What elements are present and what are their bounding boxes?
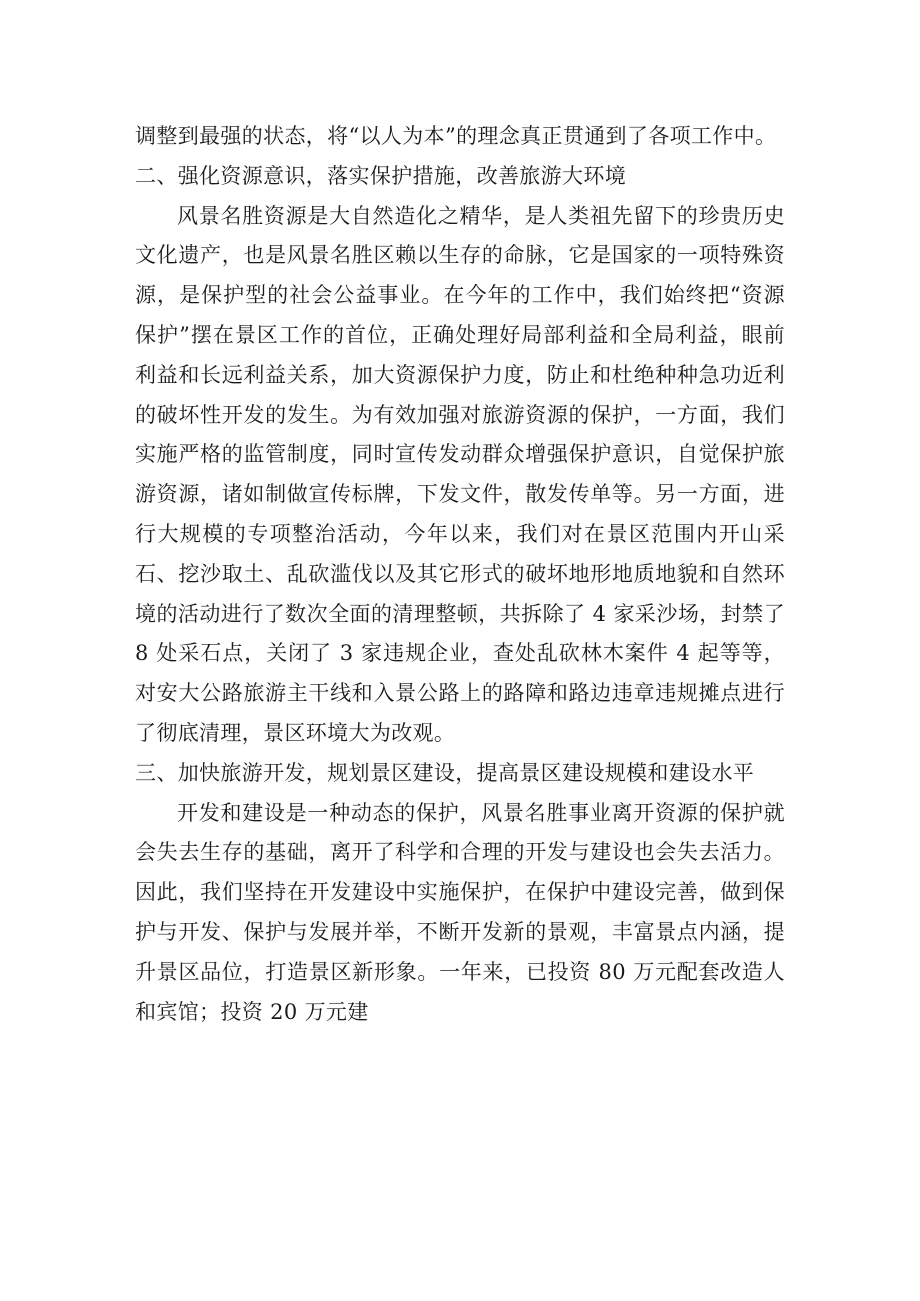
paragraph-continuation: 调整到最强的状态，将“以人为本”的理念真正贯通到了各项工作中。 bbox=[135, 124, 777, 148]
document-body bbox=[135, 117, 785, 1032]
paragraph-resource-protection: 风景名胜资源是大自然造化之精华，是人类祖先留下的珍贵历史文化遗产，也是风景名胜区赖以生存的命脉，它是国家的一项特殊资源，是保护型的社会公益事业。在今年的工作中，我们始终把“资源保护”摆在景区工作的首位，正确处理好局部利益和全局利益，眼前利益和长远利益关系，加大资源保护力度，防止和杜绝种种急功近利的破坏性开发的发生。为有效加强对旅游资源的保护，一方面，我们实施严格的监管制度，同时宣传发动群众增强保护意识，自觉保护旅游资源，诸如制做宣传标牌，下发文件，散发传单等。另一方面，进行大规模的专项整治活动，今年以来，我们对在景区范围内开山采石、挖沙取土、乱砍滥伐以及其它形式的破坏地形地质地貌和自然环境的活动进行了数次全面的清理整顿，共拆除了 4 家采沙场，封禁了 8 处采石点，关闭了 3 家违规企业，查处乱砍林木案件 4 起等等，对安大公路旅游主干线和入景公路上的路障和路边违章违规摊点进行了彻底清理，景区环境大为改观。 bbox=[135, 203, 785, 745]
section-heading-3: 三、加快旅游开发，规划景区建设，提高景区建设规模和建设水平 bbox=[135, 760, 755, 785]
paragraph-development: 开发和建设是一种动态的保护，风景名胜事业离开资源的保护就会失去生存的基础，离开了科学和合理的开发与建设也会失去活力。因此，我们坚持在开发建设中实施保护，在保护中建设完善，做到保护与开发、保护与发展并举，不断开发新的景观，丰富景点内涵，提升景区品位，打造景区新形象。一年来，已投资 80 万元配套改造人和宾馆；投资 20 万元建 bbox=[135, 800, 785, 1024]
section-heading-2: 二、强化资源意识，落实保护措施，改善旅游大环境 bbox=[135, 163, 627, 188]
